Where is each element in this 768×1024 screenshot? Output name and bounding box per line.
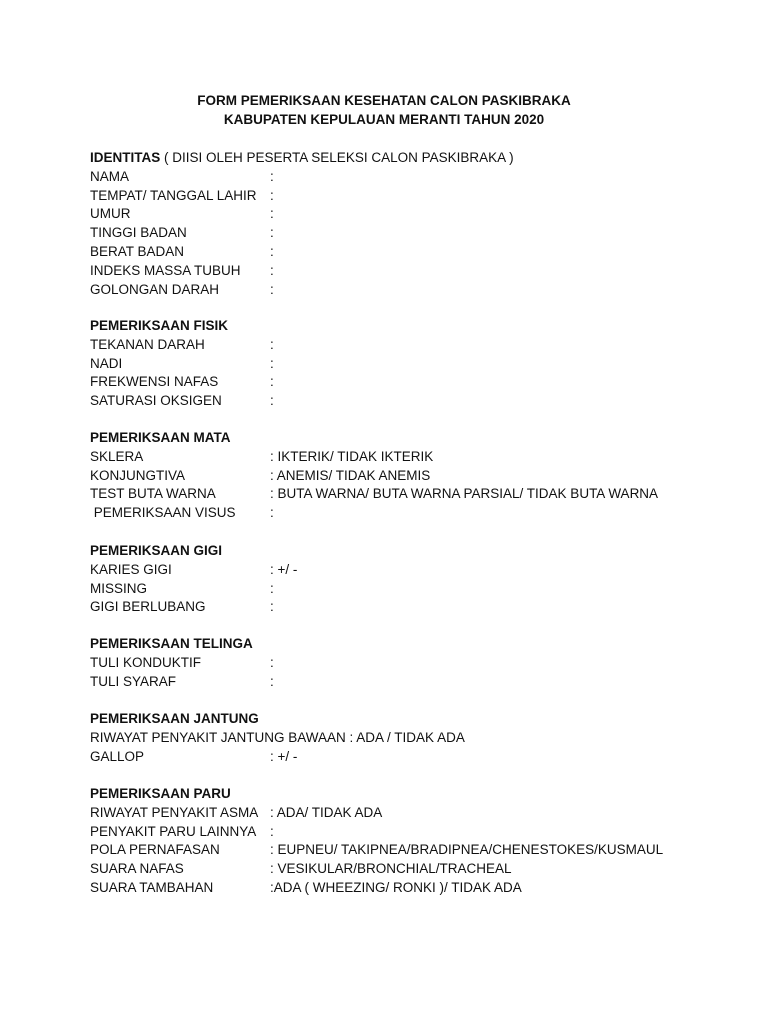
section-heading — [90, 785, 730, 804]
heading-telinga: PEMERIKSAAN TELINGA — [90, 636, 253, 651]
field-full-line: RIWAYAT PENYAKIT JANTUNG BAWAAN : ADA / TIDAK ADA — [90, 729, 465, 745]
field-label: SATURASI OKSIGEN — [90, 393, 222, 409]
form-row-riwayat-jantung — [90, 729, 730, 748]
field-label: KARIES GIGI — [90, 561, 172, 577]
field-value: : — [270, 823, 274, 839]
field-label: TEMPAT/ TANGGAL LAHIR — [90, 187, 257, 203]
field-value: : — [270, 580, 274, 596]
field-value: : — [270, 393, 274, 409]
field-value: : — [270, 225, 274, 241]
form-row-umur — [90, 205, 730, 224]
field-label: NADI — [90, 355, 123, 371]
section-pemeriksaan-telinga — [90, 635, 730, 691]
field-value: : — [270, 243, 274, 259]
field-label: UMUR — [90, 206, 131, 222]
form-row-tuli-syaraf — [90, 673, 730, 692]
field-value: : — [270, 168, 274, 184]
form-subtitle: KABUPATEN KEPULAUAN MERANTI TAHUN 2020 — [223, 112, 545, 127]
form-row-tinggi-badan — [90, 224, 730, 243]
heading-gigi: PEMERIKSAAN GIGI — [90, 543, 223, 558]
field-label: TINGGI BADAN — [90, 225, 187, 241]
field-value: : VESIKULAR/BRONCHIAL/TRACHEAL — [270, 861, 512, 877]
field-label: RIWAYAT PENYAKIT ASMA — [90, 804, 259, 820]
section-heading — [90, 149, 730, 168]
form-row-suara-nafas — [90, 860, 730, 879]
field-label: TULI KONDUKTIF — [90, 654, 202, 670]
form-row-suara-tambahan — [90, 879, 730, 898]
section-heading — [90, 542, 730, 561]
form-row-tempat-tanggal-lahir — [90, 187, 730, 206]
field-label: GOLONGAN DARAH — [90, 281, 220, 297]
field-value: : BUTA WARNA/ BUTA WARNA PARSIAL/ TIDAK BUTA WARNA — [270, 486, 659, 502]
field-label: GALLOP — [90, 748, 145, 764]
form-row-test-buta-warna — [90, 485, 730, 504]
field-value: : — [270, 673, 274, 689]
field-value: : — [270, 206, 274, 222]
section-heading — [90, 317, 730, 336]
section-heading — [90, 635, 730, 654]
form-row-frekwensi-nafas — [90, 373, 730, 392]
form-row-penyakit-paru-lainnya — [90, 823, 730, 842]
form-row-nama — [90, 168, 730, 187]
form-row-karies-gigi — [90, 561, 730, 580]
form-row-tekanan-darah — [90, 336, 730, 355]
field-label: INDEKS MASSA TUBUH — [90, 262, 241, 278]
field-label: NAMA — [90, 168, 130, 184]
form-row-sklera — [90, 448, 730, 467]
field-label: TEKANAN DARAH — [90, 336, 205, 352]
section-heading — [90, 429, 730, 448]
section-pemeriksaan-mata — [90, 429, 730, 523]
field-value: : — [270, 262, 274, 278]
field-label: FREKWENSI NAFAS — [90, 374, 219, 390]
form-row-gallop — [90, 748, 730, 767]
identitas-note: ( DIISI OLEH PESERTA SELEKSI CALON PASKIBRAKA ) — [160, 150, 514, 165]
heading-fisik: PEMERIKSAAN FISIK — [90, 318, 229, 333]
form-title: FORM PEMERIKSAAN KESEHATAN CALON PASKIBRAKA — [197, 93, 571, 108]
field-value: : — [270, 281, 274, 297]
field-label: SUARA TAMBAHAN — [90, 879, 214, 895]
field-value: : IKTERIK/ TIDAK IKTERIK — [270, 448, 434, 464]
heading-paru: PEMERIKSAAN PARU — [90, 786, 231, 801]
field-label: GIGI BERLUBANG — [90, 599, 206, 615]
field-value: : — [270, 654, 274, 670]
heading-jantung: PEMERIKSAAN JANTUNG — [90, 711, 259, 726]
field-value: : — [270, 355, 274, 371]
heading-identitas: IDENTITAS — [90, 150, 161, 165]
field-value: : — [270, 374, 274, 390]
field-value: : ADA/ TIDAK ADA — [270, 804, 383, 820]
field-label: BERAT BADAN — [90, 243, 185, 259]
form-row-konjungtiva — [90, 467, 730, 486]
section-heading — [90, 710, 730, 729]
field-value: : ANEMIS/ TIDAK ANEMIS — [270, 467, 431, 483]
form-row-pola-pernafasan — [90, 841, 730, 860]
field-label: TULI SYARAF — [90, 673, 177, 689]
form-row-saturasi-oksigen — [90, 392, 730, 411]
field-label: TEST BUTA WARNA — [90, 486, 216, 502]
field-label: PENYAKIT PARU LAINNYA — [90, 823, 257, 839]
section-pemeriksaan-jantung — [90, 710, 730, 766]
field-value: : EUPNEU/ TAKIPNEA/BRADIPNEA/CHENESTOKES/KUSMAUL — [270, 842, 664, 858]
section-identitas — [90, 149, 730, 299]
field-label: PEMERIKSAAN VISUS — [90, 505, 236, 521]
form-row-nadi — [90, 355, 730, 374]
field-value: :ADA ( WHEEZING/ RONKI )/ TIDAK ADA — [270, 879, 522, 895]
field-value: : — [270, 599, 274, 615]
field-value: : +/ - — [270, 748, 298, 764]
section-pemeriksaan-fisik — [90, 317, 730, 411]
form-row-golongan-darah — [90, 281, 730, 300]
heading-mata: PEMERIKSAAN MATA — [90, 430, 231, 445]
form-row-missing — [90, 580, 730, 599]
field-value: : +/ - — [270, 561, 298, 577]
field-label: SUARA NAFAS — [90, 861, 184, 877]
form-row-tuli-konduktif — [90, 654, 730, 673]
form-row-berat-badan — [90, 243, 730, 262]
form-row-gigi-berlubang — [90, 598, 730, 617]
field-value: : — [270, 336, 274, 352]
section-pemeriksaan-paru — [90, 785, 730, 898]
field-label: MISSING — [90, 580, 148, 596]
form-row-pemeriksaan-visus — [90, 504, 730, 523]
field-label: POLA PERNAFASAN — [90, 842, 220, 858]
form-row-riwayat-asma — [90, 804, 730, 823]
field-label: SKLERA — [90, 448, 144, 464]
field-value: : — [270, 187, 274, 203]
form-row-indeks-massa-tubuh — [90, 262, 730, 281]
field-value: : — [270, 505, 274, 521]
field-label: KONJUNGTIVA — [90, 467, 186, 483]
section-pemeriksaan-gigi — [90, 542, 730, 617]
